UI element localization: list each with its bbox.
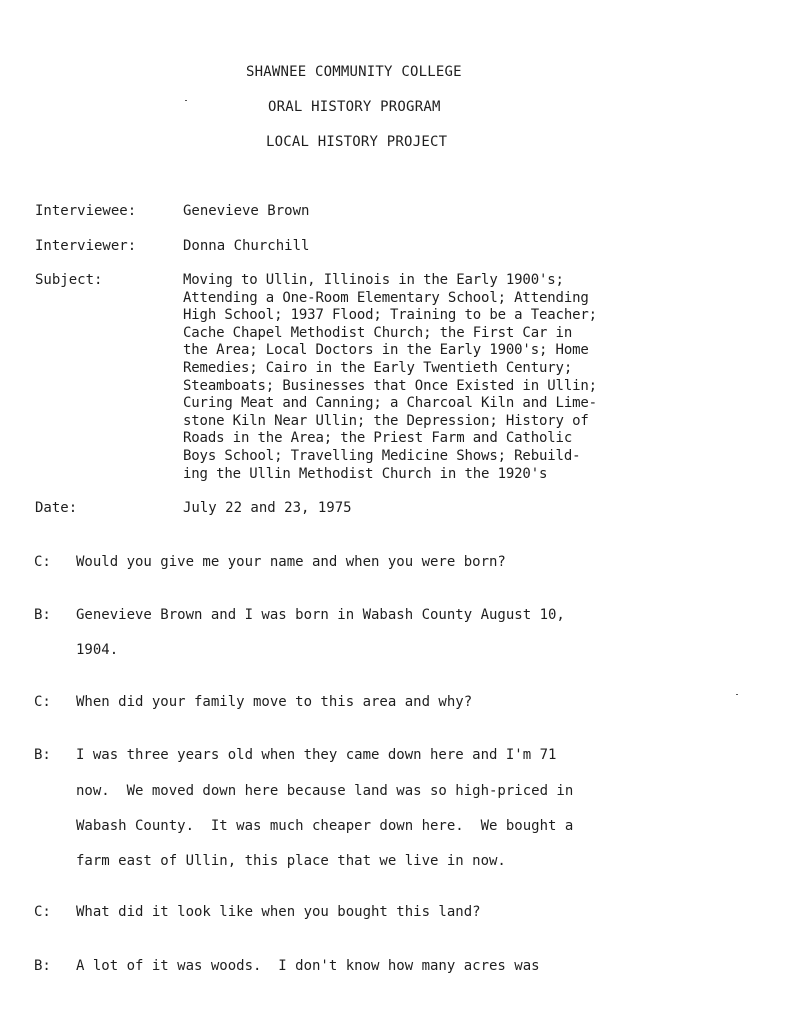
subject-line: Boys School; Travelling Medicine Shows; Rebuild-: [183, 448, 581, 464]
speaker-initial: C:: [34, 904, 51, 920]
subject-line: Cache Chapel Methodist Church; the First Car in: [183, 324, 573, 341]
speech-line: I was three years old when they came down here and I'm 71: [76, 747, 557, 763]
subject-line: stone Kiln Near Ullin; the Depression; History of: [183, 412, 589, 429]
date-label: Date:: [35, 500, 78, 516]
speech-line: 1904.: [76, 642, 119, 658]
interviewer-name: Donna Churchill: [183, 238, 310, 254]
speech-line: When did your family move to this area and why?: [76, 694, 473, 710]
subject-line: ing the Ullin Methodist Church in the 1920's: [183, 465, 548, 482]
speaker-initial: B:: [34, 607, 51, 623]
subject-label: Subject:: [35, 272, 103, 288]
subject-line: Attending a One-Room Elementary School; Attending: [183, 289, 589, 306]
subject-line: Remedies; Cairo in the Early Twentieth Century;: [183, 360, 573, 376]
subject-line: the Area; Local Doctors in the Early 1900's; Home: [183, 342, 589, 359]
program-title: ORAL HISTORY PROGRAM: [268, 99, 441, 115]
speaker-initial: B:: [34, 747, 51, 763]
subject-line: Moving to Ullin, Illinois in the Early 1900's;: [183, 272, 564, 288]
speech-line: now. We moved down here because land was so high-priced in: [76, 783, 574, 799]
subject-line: Steamboats; Businesses that Once Existed in Ullin;: [183, 377, 597, 394]
scan-speck: [185, 100, 187, 101]
interviewer-label: Interviewer:: [35, 238, 137, 254]
subject-line: Roads in the Area; the Priest Farm and Catholic: [183, 430, 573, 447]
college-title: SHAWNEE COMMUNITY COLLEGE: [246, 64, 462, 80]
interview-date: July 22 and 23, 1975: [183, 500, 352, 516]
speaker-initial: C:: [34, 694, 51, 710]
subject-line: Curing Meat and Canning; a Charcoal Kiln and Lime-: [183, 395, 597, 412]
speech-line: Genevieve Brown and I was born in Wabash County August 10,: [76, 607, 565, 623]
speaker-initial: C:: [34, 554, 51, 570]
interviewee-name: Genevieve Brown: [183, 203, 310, 219]
speech-line: farm east of Ullin, this place that we live in now.: [76, 853, 506, 869]
scan-speck: [736, 694, 738, 695]
interviewee-label: Interviewee:: [35, 203, 137, 219]
speech-line: A lot of it was woods. I don't know how many acres was: [76, 958, 540, 974]
speaker-initial: B:: [34, 958, 51, 974]
speech-line: What did it look like when you bought this land?: [76, 904, 481, 920]
subject-line: High School; 1937 Flood; Training to be a Teacher;: [183, 307, 597, 324]
project-title: LOCAL HISTORY PROJECT: [266, 134, 448, 150]
speech-line: Wabash County. It was much cheaper down here. We bought a: [76, 818, 574, 834]
speech-line: Would you give me your name and when you were born?: [76, 554, 506, 570]
